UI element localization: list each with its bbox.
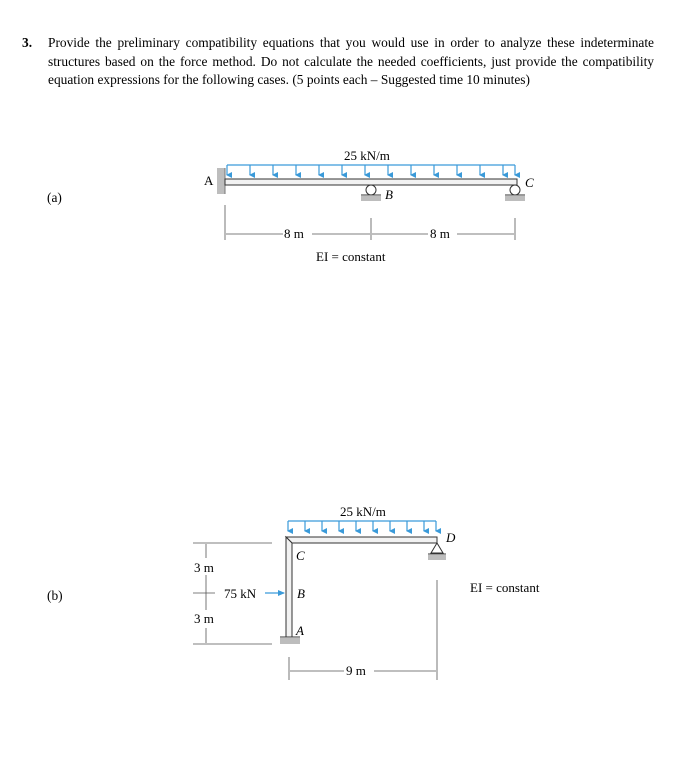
case-a-point-b: B — [385, 187, 393, 202]
case-b-pin-support-d — [428, 543, 446, 560]
case-b-span: 9 m — [346, 663, 366, 678]
case-a-point-a: A — [204, 173, 214, 188]
question-number: 3. — [22, 35, 33, 50]
case-a-span-right: 8 m — [430, 226, 450, 241]
case-b-label: (b) — [47, 588, 63, 603]
case-b-point-a: A — [296, 623, 304, 638]
case-a-load-label: 25 kN/m — [344, 148, 390, 163]
case-b-fixed-support-a — [280, 637, 300, 644]
case-b-load-label: 25 kN/m — [340, 504, 386, 519]
case-b-beam — [286, 537, 437, 543]
case-a-point-c: C — [525, 175, 534, 190]
case-b-point-d: D — [446, 530, 456, 545]
case-b-horizontal-load-label: 75 kN — [224, 586, 257, 601]
case-b-column — [286, 537, 292, 637]
case-a-stiffness: EI = constant — [316, 249, 386, 264]
case-b-dim-bottom: 3 m — [194, 611, 214, 626]
question-text: Provide the preliminary compatibility equations that you would use in order to analyze these indeterminate structures based on the force method. Do not calculate the needed coefficients, just provide the compatibility equation expressions for the following cases. (5 points each – Suggested time 10 minutes) — [48, 35, 654, 87]
case-b-distributed-load — [288, 521, 436, 531]
case-a-span-left: 8 m — [284, 226, 304, 241]
case-b-stiffness: EI = constant — [470, 580, 540, 595]
case-b-point-c: C — [296, 548, 305, 563]
case-b-dim-top: 3 m — [194, 560, 214, 575]
case-b-point-b: B — [297, 586, 305, 601]
case-a-label: (a) — [47, 190, 62, 205]
